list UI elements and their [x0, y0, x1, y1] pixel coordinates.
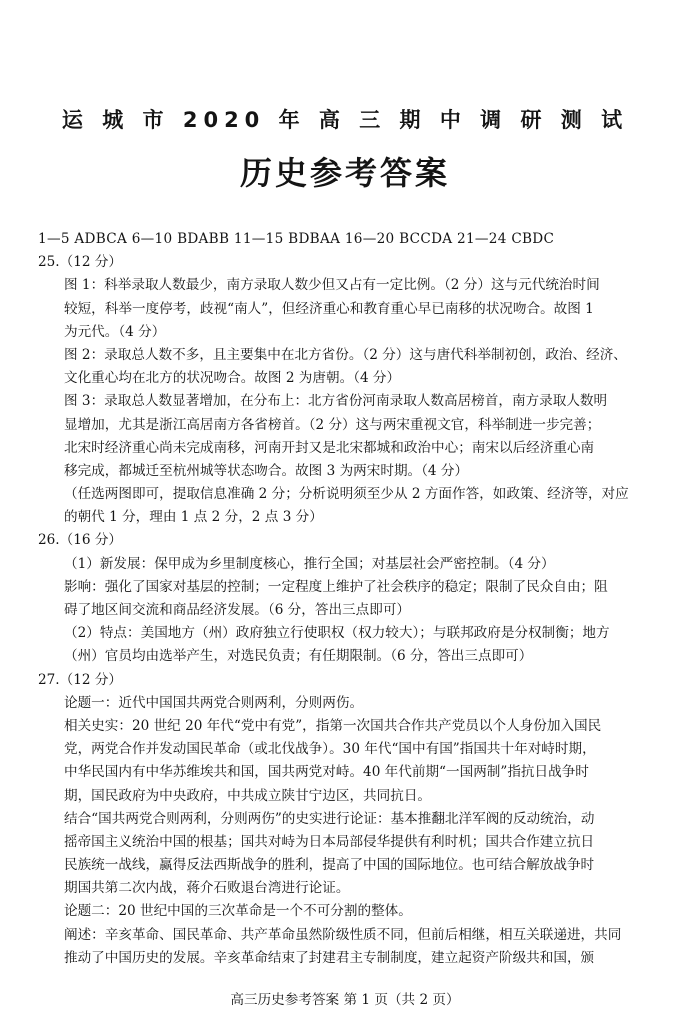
answer-line: 碍了地区间交流和商品经济发展。（6 分，答出三点即可）: [64, 602, 411, 618]
answer-line: 移完成，都城迁至杭州城等状态吻合。故图 3 为两宋时期。（4 分）: [64, 462, 469, 479]
answer-line: （州）官员均由选举产生，对选民负责；有任期限制。（6 分，答出三点即可）: [64, 648, 533, 665]
document-title: 历史参考答案: [239, 154, 450, 192]
answer-line: 党，两党合作并发动国民革命（或北伐战争）。30 年代“国中有国”指国共十年对峙时期，: [64, 741, 596, 758]
answer-line: 摇帝国主义统治中国的根基；国共对峙为日本局部侵华提供有利时机；国共合作建立抗日: [64, 833, 595, 850]
answer-line: 显增加，尤其是浙江高居南方各省榜首。（2 分）这与两宋重视文官，科举制进一步完善；: [64, 416, 601, 433]
answer-line: 为元代。（4 分）: [64, 323, 166, 340]
answer-line: 阐述：辛亥革命、国民革命、共产革命虽然阶级性质不同，但前后相继，相互关联递进，共同: [64, 926, 622, 943]
answer-line: 图 1：科举录取人数最少，南方录取人数少但又占有一定比例。（2 分）这与元代统治时间: [64, 277, 600, 294]
answer-line: 25.（12 分）: [38, 254, 123, 271]
answer-line: 期国共第二次内战，蒋介石败退台湾进行论证。: [64, 880, 350, 897]
answer-line: 的朝代 1 分，理由 1 点 2 分，2 点 3 分）: [64, 509, 323, 526]
answer-line: 影响：强化了国家对基层的控制；一定程度上维护了社会秩序的稳定；限制了民众自由；阻: [64, 578, 608, 595]
page-footer: 高三历史参考答案 第 1 页（共 2 页）: [230, 992, 460, 1008]
answer-line: 民族统一战线，赢得反法西斯战争的胜利，提高了中国的国际地位。也可结合解放战争时: [64, 857, 595, 874]
answer-line: 图 3：录取总人数显著增加，在分布上：北方省份河南录取人数高居榜首，南方录取人数明: [64, 393, 608, 410]
answer-line: 结合“国共两党合则两利，分则两伤”的史实进行论证：基本推翻北洋军阀的反动统治，动: [64, 810, 595, 827]
multiple-choice-answers: 1—5 ADBCA 6—10 BDABB 11—15 BDBAA 16—20 BCCDA 21—24 CBDC: [38, 231, 555, 247]
answer-line: 文化重心均在北方的状况吻合。故图 2 为唐朝。（4 分）: [64, 370, 401, 387]
answer-line: 推动了中国历史的发展。辛亥革命结束了封建君主专制制度，建立起资产阶级共和国，颁: [64, 949, 595, 966]
answer-line: 相关史实：20 世纪 20 年代“党中有党”，指第一次国共合作共产党员以个人身份加入国民: [64, 717, 602, 734]
exam-title: 运 城 市 2020 年 高 三 期 中 调 研 测 试: [61, 108, 629, 132]
answer-line: （1）新发展：保甲成为乡里制度核心，推行全国；对基层社会严密控制。（4 分）: [64, 555, 555, 572]
answer-line: 北宋时经济重心尚未完成南移，河南开封又是北宋都城和政治中心；南宋以后经济重心南: [64, 439, 595, 456]
answer-line: （2）特点：美国地方（州）政府独立行使职权（权力较大）；与联邦政府是分权制衡；地方: [64, 625, 610, 642]
answer-line: 27.（12 分）: [38, 671, 123, 688]
answer-line: （任选两图即可，提取信息准确 2 分；分析说明须至少从 2 方面作答，如政策、经济等，对应: [64, 486, 629, 503]
answer-line: 论题一：近代中国国共两党合则两利，分则两伤。: [64, 694, 364, 711]
answer-line: 中华民国内有中华苏维埃共和国，国共两党对峙。40 年代前期“一国两制”指抗日战争时: [64, 764, 589, 781]
answer-line: 论题二：20 世纪中国的三次革命是一个不可分割的整体。: [64, 903, 412, 920]
answer-body: [38, 228, 658, 970]
answer-line: 期，国民政府为中央政府，中共成立陕甘宁边区，共同抗日。: [64, 787, 432, 804]
answer-line: 较短，科举一度停考，歧视“南人”，但经济重心和教育重心早已南移的状况吻合。故图 1: [64, 300, 594, 317]
answer-line: 26.（16 分）: [38, 532, 123, 549]
answer-line: 图 2：录取总人数不多，且主要集中在北方省份。（2 分）这与唐代科举制初创，政治、经济、: [64, 346, 627, 363]
